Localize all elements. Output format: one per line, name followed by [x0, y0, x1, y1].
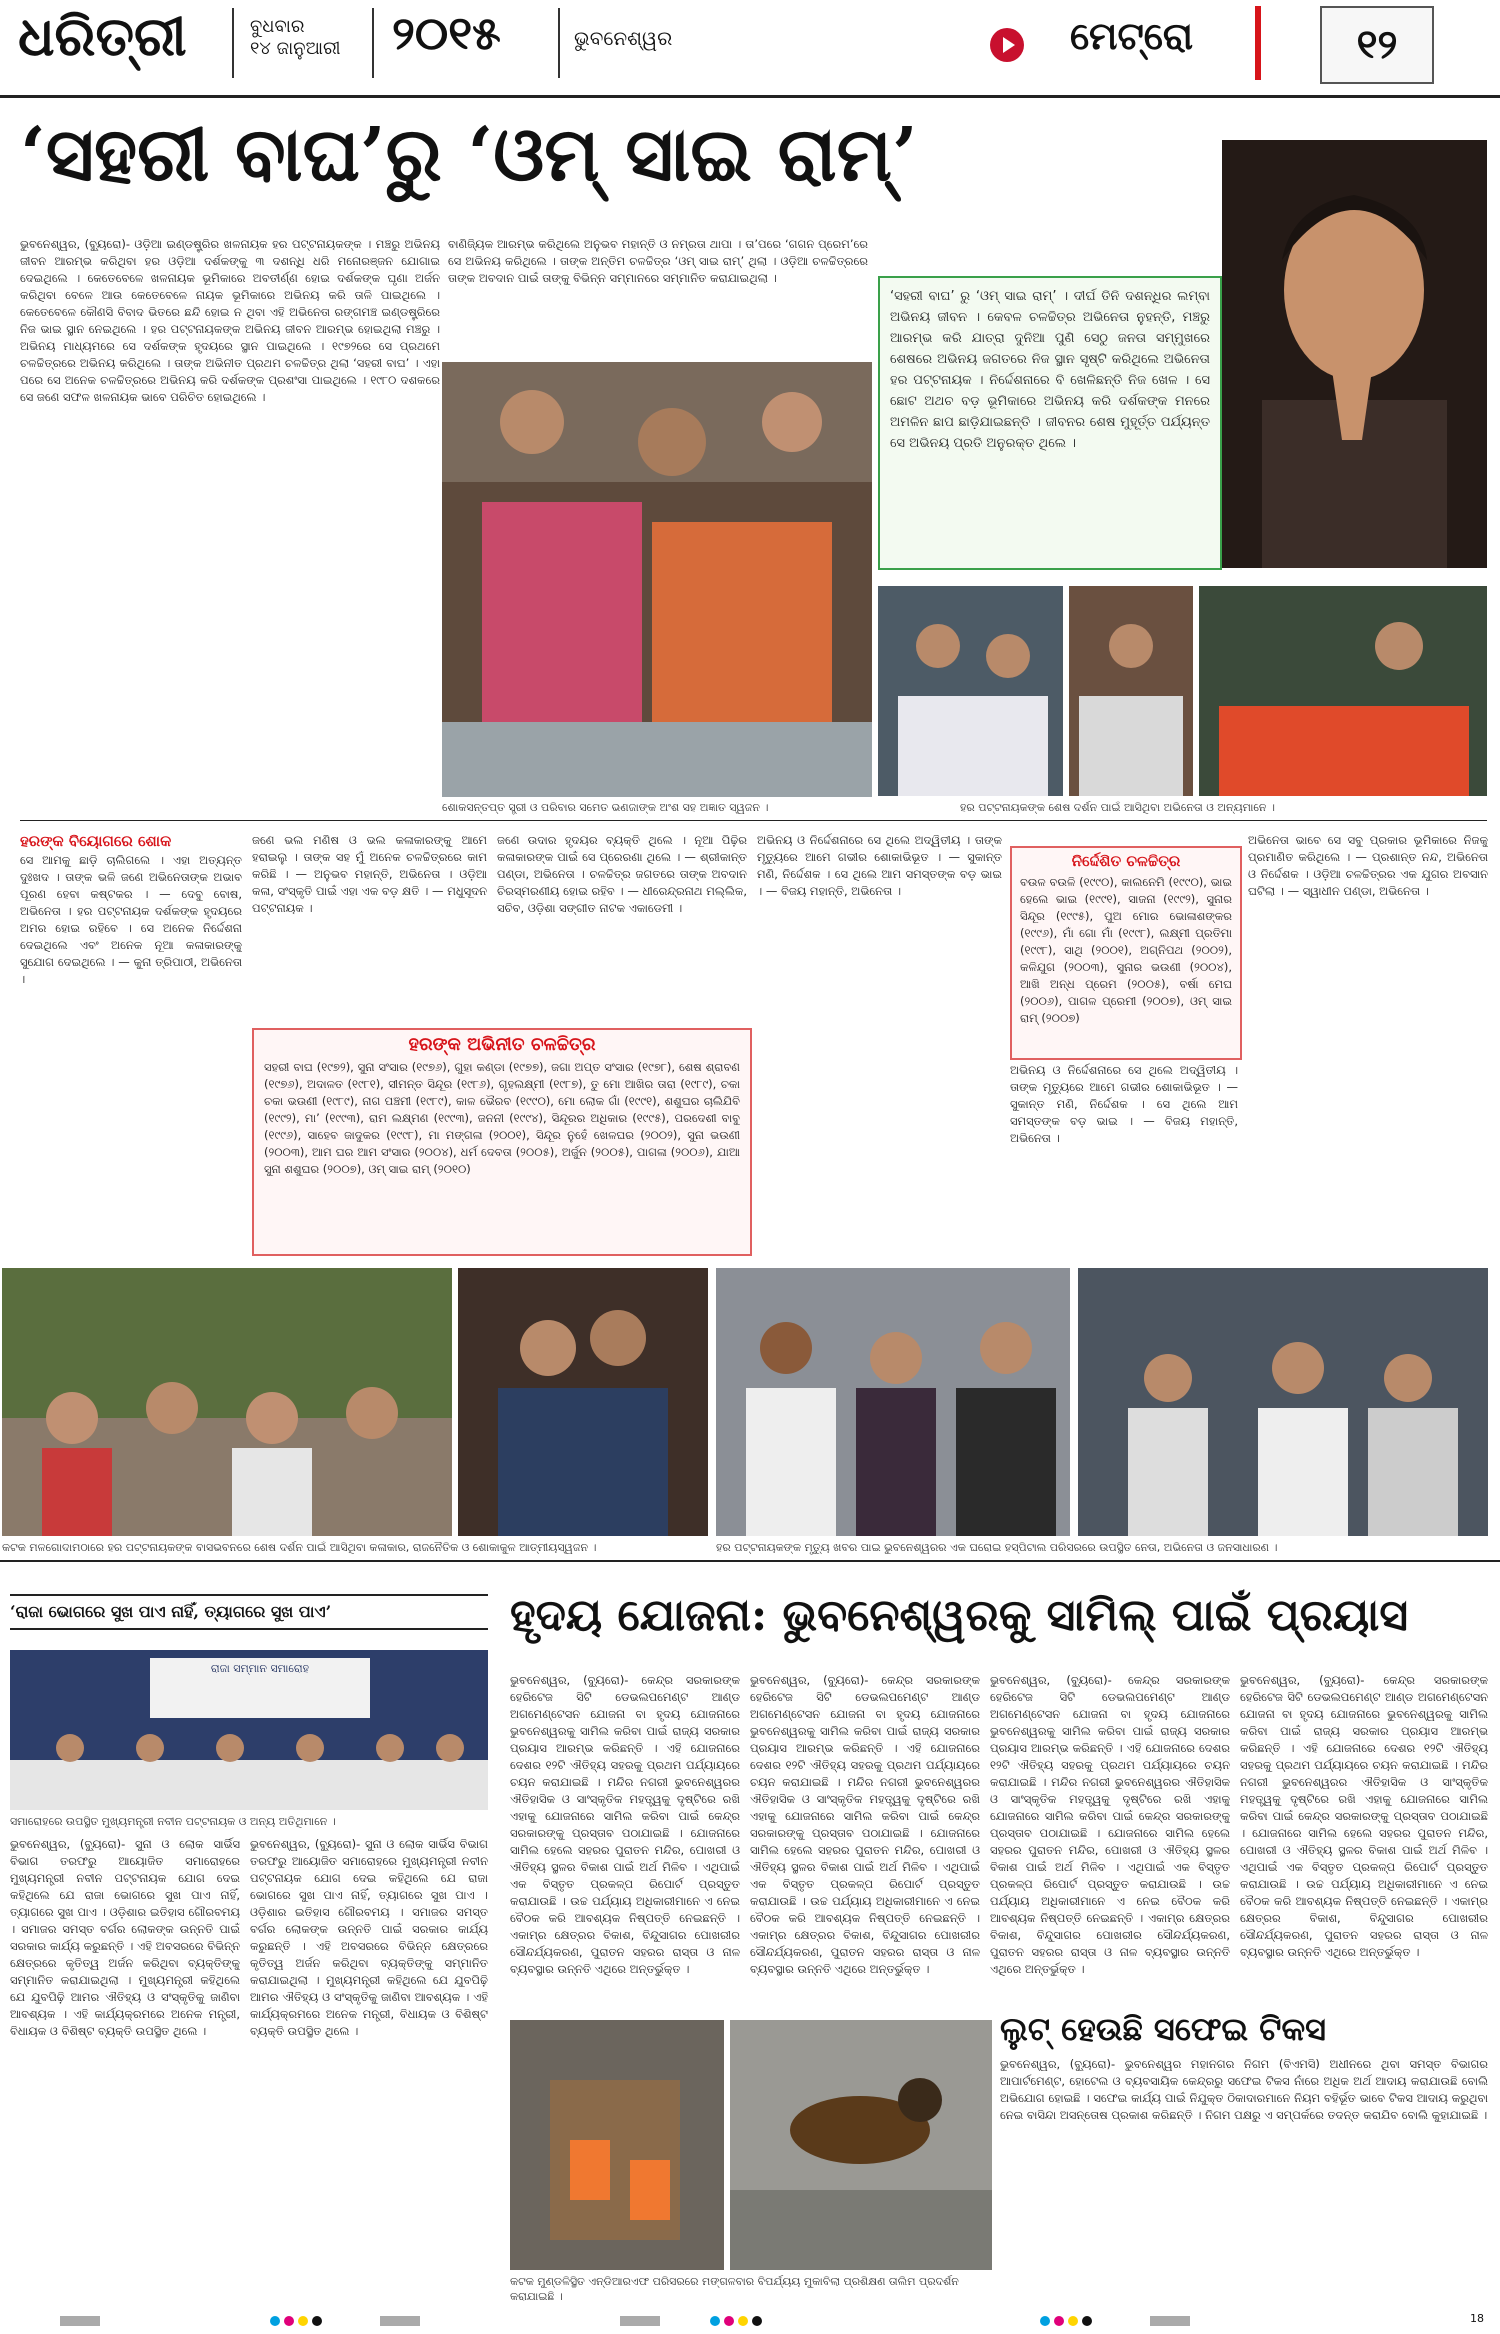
newspaper-logo: ଧରିତ୍ରୀ: [18, 4, 187, 68]
hriday-col-2: ଭୁବନେଶ୍ୱର, (ବ୍ୟୁରୋ)- କେନ୍ଦ୍ର ସରକାରଙ୍କ ହେରିଟେଜ ସିଟି ଡେଭଲପମେଣ୍ଟ ଆଣ୍ଡ ଅଗମେଣ୍ଟେସନ ଯୋଜନା ବା ହୃଦୟ ଯୋଜନାରେ ଭୁବନେଶ୍ୱରକୁ ସାମିଲ କରିବା ପାଇଁ ରାଜ୍ୟ ସରକାର ପ୍ରୟାସ ଆରମ୍ଭ କରିଛନ୍ତି । ଏହି ଯୋଜନାରେ ଦେଶର ୧୨ଟି ଐତିହ୍ୟ ସହରକୁ ପ୍ରଥମ ପର୍ଯ୍ୟାୟରେ ଚୟନ କରାଯାଇଛି । ମନ୍ଦିର ନଗରୀ ଭୁବନେଶ୍ୱରର ଐତିହାସିକ ଓ ସାଂସ୍କୃତିକ ମହତ୍ତ୍ୱକୁ ଦୃଷ୍ଟିରେ ରଖି ଏହାକୁ ଯୋଜନାରେ ସାମିଲ କରିବା ପାଇଁ କେନ୍ଦ୍ର ସରକାରଙ୍କୁ ପ୍ରସ୍ତାବ ପଠାଯାଇଛି । ଯୋଜନାରେ ସାମିଲ ହେଲେ ସହରର ପୁରାତନ ମନ୍ଦିର, ପୋଖରୀ ଓ ଐତିହ୍ୟ ସ୍ଥଳର ବିକାଶ ପାଇଁ ଅର୍ଥ ମିଳିବ । ଏଥିପାଇଁ ଏକ ବିସ୍ତୃତ ପ୍ରକଳ୍ପ ରିପୋର୍ଟ ପ୍ରସ୍ତୁତ କରାଯାଉଛି । ଉଚ୍ଚ ପର୍ଯ୍ୟାୟ ଅଧିକାରୀମାନେ ଏ ନେଇ ବୈଠକ କରି ଆବଶ୍ୟକ ନିଷ୍ପତ୍ତି ନେଇଛନ୍ତି । ଏକାମ୍ର କ୍ଷେତ୍ରର ବିକାଶ, ବିନ୍ଦୁସାଗର ପୋଖରୀର ସୌନ୍ଦର୍ଯ୍ୟକରଣ, ପୁରାତନ ସହରର ରାସ୍ତା ଓ ନାଳ ବ୍ୟବସ୍ଥାର ଉନ୍ନତି ଏଥିରେ ଅନ୍ତର୍ଭୁକ୍ତ ।: [750, 1673, 980, 1976]
magenta-dot: [284, 2316, 294, 2326]
condolence-col-e: ଅଭିନେତା ଭାବେ ସେ ସବୁ ପ୍ରକାର ଭୂମିକାରେ ନିଜକୁ ପ୍ରମାଣିତ କରିଥିଲେ । — ପ୍ରଶାନ୍ତ ନନ୍ଦ, ଅଭିନେତା ଓ ନିର୍ଦ୍ଦେଶକ । ଓଡ଼ିଆ ଚଳଚ୍ଚିତ୍ରର ଏକ ଯୁଗର ଅବସାନ ଘଟିଲା । — ସ୍ୱାଧୀନ ପଣ୍ଡା, ଅଭିନେତା ।: [1248, 833, 1488, 898]
footer-strip: [0, 2306, 1500, 2334]
portrait-photo: [1222, 140, 1487, 568]
cyan-dot: [1040, 2316, 1050, 2326]
rescue-photo-2: [730, 2020, 992, 2270]
rescue-caption: କଟକ ମୁଣ୍ଡଳିସ୍ଥିତ ଏନ୍‌ଡିଆରଏଫ ପରିସରରେ ମଙ୍ଗଳବାର ବିପର୍ଯ୍ୟୟ ମୁକାବିଲା ପ୍ରଶିକ୍ଷଣ ତାଲିମ ପ୍ରଦର୍ଶନ କରାଯାଇଛି ।: [510, 2275, 959, 2303]
city: ଭୁବନେଶ୍ୱର: [574, 26, 673, 50]
lead-headline: ‘ସହରୀ ବାଘ’ରୁ ‘ଓମ୍ ସାଇ ରାମ୍’: [20, 112, 918, 198]
play-icon: [990, 28, 1024, 62]
section-title: ମେଟ୍ରୋ: [1070, 14, 1194, 58]
masthead-divider: [232, 8, 234, 78]
lead-col-2: ବାଣିଜ୍ୟିକ ଆରମ୍ଭ କରିଥିଲେ ଅନୁଭବ ମହାନ୍ତି ଓ ନମ୍ରତା ଥାପା । ତା’ପରେ ‘ଗଗନ ପ୍ରେମ’ରେ ସେ ଅଭିନୟ କରିଥିଲେ । ତାଙ୍କ ଅନ୍ତିମ ଚଳଚ୍ଚିତ୍ର ‘ଓମ୍ ସାଇ ରାମ୍’ ଥିଲା । ଓଡ଼ିଆ ଚଳଚ୍ଚିତ୍ରରେ ତାଙ୍କ ଅବଦାନ ପାଇଁ ତାଙ୍କୁ ବିଭିନ୍ନ ସମ୍ମାନରେ ସମ୍ମାନିତ କରାଯାଇଥିଲା ।: [448, 237, 868, 285]
registration-chip: [380, 2316, 420, 2326]
side-photos-caption: ହର ପଟ୍ଟନାୟକଙ୍କ ଶେଷ ଦର୍ଶନ ପାଇଁ ଆସିଥିବା ଅଭିନେତା ଓ ଅନ୍ୟମାନେ ।: [960, 801, 1275, 814]
registration-chip: [60, 2316, 100, 2326]
directed-films-box: [1010, 846, 1242, 1060]
condolence-col-a: ସେ ଆମକୁ ଛାଡ଼ି ଚାଲିଗଲେ । ଏହା ଅତ୍ୟନ୍ତ ଦୁଃଖଦ । ତାଙ୍କ ଭଳି ଜଣେ ଅଭିନେତାଙ୍କ ଅଭାବ ପୂରଣ ହେବା କଷ୍ଟକର । — ଦେବୁ ବୋଷ, ଅଭିନେତା । ହର ପଟ୍ଟନାୟକ ଦର୍ଶକଙ୍କ ହୃଦୟରେ ଅମର ହୋଇ ରହିବେ । ସେ ଅନେକ ନିର୍ଦ୍ଦେଶନା ଦେଇଥିଲେ ଏବଂ ଅନେକ ନୂଆ କଳାକାରଙ୍କୁ ସୁଯୋଗ ଦେଇଥିଲେ । — କୁନା ତ୍ରିପାଠୀ, ଅଭିନେତା ।: [20, 853, 242, 986]
row-caption-right: ହର ପଟ୍ଟନାୟକଙ୍କ ମୃତ୍ୟୁ ଖବର ପାଇ ଭୁବନେଶ୍ୱରର ଏକ ଘରୋଇ ହସ୍ପିଟାଲ ପରିସରରେ ଉପସ୍ଥିତ ନେତା, ଅଭିନେତା ଓ ଜନସାଧାରଣ ।: [716, 1541, 1278, 1554]
main-news-photo: [442, 362, 872, 797]
hriday-col-1: ଭୁବନେଶ୍ୱର, (ବ୍ୟୁରୋ)- କେନ୍ଦ୍ର ସରକାରଙ୍କ ହେରିଟେଜ ସିଟି ଡେଭଲପମେଣ୍ଟ ଆଣ୍ଡ ଅଗମେଣ୍ଟେସନ ଯୋଜନା ବା ହୃଦୟ ଯୋଜନାରେ ଭୁବନେଶ୍ୱରକୁ ସାମିଲ କରିବା ପାଇଁ ରାଜ୍ୟ ସରକାର ପ୍ରୟାସ ଆରମ୍ଭ କରିଛନ୍ତି । ଏହି ଯୋଜନାରେ ଦେଶର ୧୨ଟି ଐତିହ୍ୟ ସହରକୁ ପ୍ରଥମ ପର୍ଯ୍ୟାୟରେ ଚୟନ କରାଯାଇଛି । ମନ୍ଦିର ନଗରୀ ଭୁବନେଶ୍ୱରର ଐତିହାସିକ ଓ ସାଂସ୍କୃତିକ ମହତ୍ତ୍ୱକୁ ଦୃଷ୍ଟିରେ ରଖି ଏହାକୁ ଯୋଜନାରେ ସାମିଲ କରିବା ପାଇଁ କେନ୍ଦ୍ର ସରକାରଙ୍କୁ ପ୍ରସ୍ତାବ ପଠାଯାଇଛି । ଯୋଜନାରେ ସାମିଲ ହେଲେ ସହରର ପୁରାତନ ମନ୍ଦିର, ପୋଖରୀ ଓ ଐତିହ୍ୟ ସ୍ଥଳର ବିକାଶ ପାଇଁ ଅର୍ଥ ମିଳିବ । ଏଥିପାଇଁ ଏକ ବିସ୍ତୃତ ପ୍ରକଳ୍ପ ରିପୋର୍ଟ ପ୍ରସ୍ତୁତ କରାଯାଉଛି । ଉଚ୍ଚ ପର୍ଯ୍ୟାୟ ଅଧିକାରୀମାନେ ଏ ନେଇ ବୈଠକ କରି ଆବଶ୍ୟକ ନିଷ୍ପତ୍ତି ନେଇଛନ୍ତି । ଏକାମ୍ର କ୍ଷେତ୍ରର ବିକାଶ, ବିନ୍ଦୁସାଗର ପୋଖରୀର ସୌନ୍ଦର୍ଯ୍ୟକରଣ, ପୁରାତନ ସହରର ରାସ୍ତା ଓ ନାଳ ବ୍ୟବସ୍ଥାର ଉନ୍ନତି ଏଥିରେ ଅନ୍ତର୍ଭୁକ୍ତ ।: [510, 1673, 740, 1976]
loot-body: ଭୁବନେଶ୍ୱର, (ବ୍ୟୁରୋ)- ଭୁବନେଶ୍ୱର ମହାନଗର ନିଗମ (ବିଏମସି) ଅଧୀନରେ ଥିବା ସମସ୍ତ ବିଭାଗର ଆପାର୍ଟମେଣ୍ଟ, ହୋଟେଲ ଓ ବ୍ୟବସାୟିକ କେନ୍ଦ୍ରରୁ ସଫେଇ ଟିକସ ନାଁରେ ଅଧିକ ଅର୍ଥ ଆଦାୟ କରାଯାଉଛି ବୋଲି ଅଭିଯୋଗ ହୋଇଛି । ସଫେଇ କାର୍ଯ୍ୟ ପାଇଁ ନିଯୁକ୍ତ ଠିକାଦାରମାନେ ନିୟମ ବହିର୍ଭୂତ ଭାବେ ଟିକସ ଆଦାୟ କରୁଥିବା ନେଇ ବାସିନ୍ଦା ଅସନ୍ତୋଷ ପ୍ରକାଶ କରିଛନ୍ତି । ନିଗମ ପକ୍ଷରୁ ଏ ସମ୍ପର୍କରେ ତଦନ୍ତ କରାଯିବ ବୋଲି କୁହାଯାଇଛି ।: [1000, 2057, 1488, 2122]
condolence-col-d2: ଅଭିନୟ ଓ ନିର୍ଦ୍ଦେଶନାରେ ସେ ଥିଲେ ଅଦ୍ୱିତୀୟ । ତାଙ୍କ ମୃତ୍ୟୁରେ ଆମେ ଗଭୀର ଶୋକାଭିଭୂତ । — ସୁକାନ୍ତ ମଣି, ନିର୍ଦ୍ଦେଶକ । ସେ ଥିଲେ ଆମ ସମସ୍ତଙ୍କ ବଡ଼ ଭାଇ । — ବିଜୟ ମହାନ୍ତି, ଅଭିନେତା ।: [1010, 1063, 1238, 1145]
side-photo-3: [1199, 586, 1487, 796]
year: ୨୦୧୫: [392, 6, 501, 60]
hriday-col-3: ଭୁବନେଶ୍ୱର, (ବ୍ୟୁରୋ)- କେନ୍ଦ୍ର ସରକାରଙ୍କ ହେରିଟେଜ ସିଟି ଡେଭଲପମେଣ୍ଟ ଆଣ୍ଡ ଅଗମେଣ୍ଟେସନ ଯୋଜନା ବା ହୃଦୟ ଯୋଜନାରେ ଭୁବନେଶ୍ୱରକୁ ସାମିଲ କରିବା ପାଇଁ ରାଜ୍ୟ ସରକାର ପ୍ରୟାସ ଆରମ୍ଭ କରିଛନ୍ତି । ଏହି ଯୋଜନାରେ ଦେଶର ୧୨ଟି ଐତିହ୍ୟ ସହରକୁ ପ୍ରଥମ ପର୍ଯ୍ୟାୟରେ ଚୟନ କରାଯାଇଛି । ମନ୍ଦିର ନଗରୀ ଭୁବନେଶ୍ୱରର ଐତିହାସିକ ଓ ସାଂସ୍କୃତିକ ମହତ୍ତ୍ୱକୁ ଦୃଷ୍ଟିରେ ରଖି ଏହାକୁ ଯୋଜନାରେ ସାମିଲ କରିବା ପାଇଁ କେନ୍ଦ୍ର ସରକାରଙ୍କୁ ପ୍ରସ୍ତାବ ପଠାଯାଇଛି । ଯୋଜନାରେ ସାମିଲ ହେଲେ ସହରର ପୁରାତନ ମନ୍ଦିର, ପୋଖରୀ ଓ ଐତିହ୍ୟ ସ୍ଥଳର ବିକାଶ ପାଇଁ ଅର୍ଥ ମିଳିବ । ଏଥିପାଇଁ ଏକ ବିସ୍ତୃତ ପ୍ରକଳ୍ପ ରିପୋର୍ଟ ପ୍ରସ୍ତୁତ କରାଯାଉଛି । ଉଚ୍ଚ ପର୍ଯ୍ୟାୟ ଅଧିକାରୀମାନେ ଏ ନେଇ ବୈଠକ କରି ଆବଶ୍ୟକ ନିଷ୍ପତ୍ତି ନେଇଛନ୍ତି । ଏକାମ୍ର କ୍ଷେତ୍ରର ବିକାଶ, ବିନ୍ଦୁସାଗର ପୋଖରୀର ସୌନ୍ଦର୍ଯ୍ୟକରଣ, ପୁରାତନ ସହରର ରାସ୍ତା ଓ ନାଳ ବ୍ୟବସ୍ଥାର ଉନ୍ନତି ଏଥିରେ ଅନ୍ତର୍ଭୁକ୍ତ ।: [990, 1673, 1230, 1976]
black-dot: [1082, 2316, 1092, 2326]
condolence-col-d: ଅଭିନୟ ଓ ନିର୍ଦ୍ଦେଶନାରେ ସେ ଥିଲେ ଅଦ୍ୱିତୀୟ । ତାଙ୍କ ମୃତ୍ୟୁରେ ଆମେ ଗଭୀର ଶୋକାଭିଭୂତ । — ସୁକାନ୍ତ ମଣି, ନିର୍ଦ୍ଦେଶକ । ସେ ଥିଲେ ଆମ ସମସ୍ତଙ୍କ ବଡ଼ ଭାଇ । — ବିଜୟ ମହାନ୍ତି, ଅଭିନେତା ।: [757, 833, 1002, 898]
directed-films-title: ନିର୍ଦ୍ଦେଶିତ ଚଳଚ୍ଚିତ୍ର: [1071, 852, 1181, 870]
masthead-divider: [558, 8, 560, 78]
main-photo-caption: ଶୋକସନ୍ତପ୍ତ ସ୍ତ୍ରୀ ଓ ପରିବାର ସମେତ ଭଣଜାଙ୍କ ଅଂଶ ସହ ଅଜ୍ଞାତ ସ୍ୱଜନ ।: [442, 801, 769, 814]
hriday-col-4: ଭୁବନେଶ୍ୱର, (ବ୍ୟୁରୋ)- କେନ୍ଦ୍ର ସରକାରଙ୍କ ହେରିଟେଜ ସିଟି ଡେଭଲପମେଣ୍ଟ ଆଣ୍ଡ ଅଗମେଣ୍ଟେସନ ଯୋଜନା ବା ହୃଦୟ ଯୋଜନାରେ ଭୁବନେଶ୍ୱରକୁ ସାମିଲ କରିବା ପାଇଁ ରାଜ୍ୟ ସରକାର ପ୍ରୟାସ ଆରମ୍ଭ କରିଛନ୍ତି । ଏହି ଯୋଜନାରେ ଦେଶର ୧୨ଟି ଐତିହ୍ୟ ସହରକୁ ପ୍ରଥମ ପର୍ଯ୍ୟାୟରେ ଚୟନ କରାଯାଇଛି । ମନ୍ଦିର ନଗରୀ ଭୁବନେଶ୍ୱରର ଐତିହାସିକ ଓ ସାଂସ୍କୃତିକ ମହତ୍ତ୍ୱକୁ ଦୃଷ୍ଟିରେ ରଖି ଏହାକୁ ଯୋଜନାରେ ସାମିଲ କରିବା ପାଇଁ କେନ୍ଦ୍ର ସରକାରଙ୍କୁ ପ୍ରସ୍ତାବ ପଠାଯାଇଛି । ଯୋଜନାରେ ସାମିଲ ହେଲେ ସହରର ପୁରାତନ ମନ୍ଦିର, ପୋଖରୀ ଓ ଐତିହ୍ୟ ସ୍ଥଳର ବିକାଶ ପାଇଁ ଅର୍ଥ ମିଳିବ । ଏଥିପାଇଁ ଏକ ବିସ୍ତୃତ ପ୍ରକଳ୍ପ ରିପୋର୍ଟ ପ୍ରସ୍ତୁତ କରାଯାଉଛି । ଉଚ୍ଚ ପର୍ଯ୍ୟାୟ ଅଧିକାରୀମାନେ ଏ ନେଇ ବୈଠକ କରି ଆବଶ୍ୟକ ନିଷ୍ପତ୍ତି ନେଇଛନ୍ତି । ଏକାମ୍ର କ୍ଷେତ୍ରର ବିକାଶ, ବିନ୍ଦୁସାଗର ପୋଖରୀର ସୌନ୍ଦର୍ଯ୍ୟକରଣ, ପୁରାତନ ସହରର ରାସ୍ତା ଓ ନାଳ ବ୍ୟବସ୍ଥାର ଉନ୍ନତି ଏଥିରେ ଅନ୍ତର୍ଭୁକ୍ତ ।: [1240, 1673, 1488, 1959]
black-dot: [312, 2316, 322, 2326]
hriday-headline: ହୃଦୟ ଯୋଜନା: ଭୁବନେଶ୍ୱରକୁ ସାମିଲ୍ ପାଇଁ ପ୍ରୟାସ: [510, 1590, 1409, 1641]
embrace-illustration: [458, 1268, 708, 1536]
magenta-dot: [724, 2316, 734, 2326]
filmography-title: ହରଙ୍କ ଅଭିନୀତ ଚଳଚ୍ଚିତ୍ର: [408, 1034, 596, 1055]
footer-page-digits: 18: [1470, 2312, 1484, 2325]
ceremony-caption: ସମାରୋହରେ ଉପସ୍ଥିତ ମୁଖ୍ୟମନ୍ତ୍ରୀ ନବୀନ ପଟ୍ଟନାୟକ ଓ ଅନ୍ୟ ଅତିଥିମାନେ ।: [10, 1815, 336, 1828]
yellow-dot: [1068, 2316, 1078, 2326]
hospital-crowd-illustration: [1078, 1268, 1488, 1536]
cyan-dot: [270, 2316, 280, 2326]
side-photo-3-illustration: [1199, 586, 1487, 796]
left-story-col-2: ଭୁବନେଶ୍ୱର, (ବ୍ୟୁରୋ)- ସୁନା ଓ ଲୋକ ସାର୍ଭିସ ବିଭାଗ ତରଫରୁ ଆୟୋଜିତ ସମାରୋହରେ ମୁଖ୍ୟମନ୍ତ୍ରୀ ନବୀନ ପଟ୍ଟନାୟକ ଯୋଗ ଦେଇ କହିଥିଲେ ଯେ ରାଜା ଭୋଗରେ ସୁଖ ପାଏ ନାହିଁ, ତ୍ୟାଗରେ ସୁଖ ପାଏ । ଓଡ଼ିଶାର ଇତିହାସ ଗୌରବମୟ । ସମାଜର ସମସ୍ତ ବର୍ଗର ଲୋକଙ୍କ ଉନ୍ନତି ପାଇଁ ସରକାର କାର୍ଯ୍ୟ କରୁଛନ୍ତି । ଏହି ଅବସରରେ ବିଭିନ୍ନ କ୍ଷେତ୍ରରେ କୃତିତ୍ୱ ଅର୍ଜନ କରିଥିବା ବ୍ୟକ୍ତିଙ୍କୁ ସମ୍ମାନିତ କରାଯାଇଥିଲା । ମୁଖ୍ୟମନ୍ତ୍ରୀ କହିଥିଲେ ଯେ ଯୁବପିଢ଼ି ଆମର ଐତିହ୍ୟ ଓ ସଂସ୍କୃତିକୁ ଜାଣିବା ଆବଶ୍ୟକ । ଏହି କାର୍ଯ୍ୟକ୍ରମରେ ଅନେକ ମନ୍ତ୍ରୀ, ବିଧାୟକ ଓ ବିଶିଷ୍ଟ ବ୍ୟକ୍ତି ଉପସ୍ଥିତ ଥିଲେ ।: [250, 1837, 488, 2038]
filmography-box: [252, 1028, 752, 1256]
loot-headline: ଲୁଟ୍ ହେଉଛି ସଫେଇ ଟିକସ: [1000, 2010, 1326, 2048]
yellow-dot: [298, 2316, 308, 2326]
rescue-illustration: [510, 2020, 724, 2270]
registration-chip: [620, 2316, 660, 2326]
ceremony-banner-text: ରାଜା ସମ୍ମାନ ସମାରୋହ: [210, 1662, 310, 1675]
mourners-illustration: [442, 362, 872, 797]
sidebar-text: ‘ସହରୀ ବାଘ’ ରୁ ‘ଓମ୍ ସାଇ ରାମ୍’ । ଦୀର୍ଘ ତିନି ଦଶନ୍ଧିର ଲମ୍ବା ଅଭିନୟ ଜୀବନ । କେବଳ ଚଳଚ୍ଚିତ୍ର ଅଭିନେତା ନୁହନ୍ତି, ମଞ୍ଚରୁ ଆରମ୍ଭ କରି ଯାତ୍ରା ଦୁନିଆ ପୁଣି ସେଠୁ ଜନତା ସମ୍ମୁଖରେ ଶେଷରେ ଅଭିନୟ ଜଗତରେ ନିଜ ସ୍ଥାନ ସୃଷ୍ଟି କରିଥିଲେ ଅଭିନେତା ହର ପଟ୍ଟନାୟକ । ନିର୍ଦ୍ଦେଶନାରେ ବି ଖେଳିଛନ୍ତି ନିଜ ଖେଳ । ସେ ଛୋଟ ଅଥଚ ବଡ଼ ଭୂମିକାରେ ଅଭିନୟ କରି ଦର୍ଶକଙ୍କ ମନରେ ଅମଳିନ ଛାପ ଛାଡ଼ିଯାଇଛନ୍ତି । ଜୀବନର ଶେଷ ମୁହୂର୍ତ୍ତ ପର୍ଯ୍ୟନ୍ତ ସେ ଅଭିନୟ ପ୍ରତି ଅନୁରକ୍ତ ଥିଲେ ।: [890, 289, 1210, 451]
condolence-col-b: ଜଣେ ଭଲ ମଣିଷ ଓ ଭଲ କଳାକାରଙ୍କୁ ଆମେ ହରାଇଲୁ । ତାଙ୍କ ସହ ମୁଁ ଅନେକ ଚଳଚ୍ଚିତ୍ରରେ କାମ କରିଛି । — ଅନୁଭବ ମହାନ୍ତି, ଅଭିନେତା । ଓଡ଼ିଆ କଳା, ସଂସ୍କୃତି ପାଇଁ ଏହା ଏକ ବଡ଼ କ୍ଷତି । — ମଧୁସୂଦନ ପଟ୍ଟନାୟକ ।: [252, 833, 487, 915]
left-story-col-1: ଭୁବନେଶ୍ୱର, (ବ୍ୟୁରୋ)- ସୁନା ଓ ଲୋକ ସାର୍ଭିସ ବିଭାଗ ତରଫରୁ ଆୟୋଜିତ ସମାରୋହରେ ମୁଖ୍ୟମନ୍ତ୍ରୀ ନବୀନ ପଟ୍ଟନାୟକ ଯୋଗ ଦେଇ କହିଥିଲେ ଯେ ରାଜା ଭୋଗରେ ସୁଖ ପାଏ ନାହିଁ, ତ୍ୟାଗରେ ସୁଖ ପାଏ । ଓଡ଼ିଶାର ଇତିହାସ ଗୌରବମୟ । ସମାଜର ସମସ୍ତ ବର୍ଗର ଲୋକଙ୍କ ଉନ୍ନତି ପାଇଁ ସରକାର କାର୍ଯ୍ୟ କରୁଛନ୍ତି । ଏହି ଅବସରରେ ବିଭିନ୍ନ କ୍ଷେତ୍ରରେ କୃତିତ୍ୱ ଅର୍ଜନ କରିଥିବା ବ୍ୟକ୍ତିଙ୍କୁ ସମ୍ମାନିତ କରାଯାଇଥିଲା । ମୁଖ୍ୟମନ୍ତ୍ରୀ କହିଥିଲେ ଯେ ଯୁବପିଢ଼ି ଆମର ଐତିହ୍ୟ ଓ ସଂସ୍କୃତିକୁ ଜାଣିବା ଆବଶ୍ୟକ । ଏହି କାର୍ଯ୍ୟକ୍ରମରେ ଅନେକ ମନ୍ତ୍ରୀ, ବିଧାୟକ ଓ ବିଶିଷ୍ଟ ବ୍ୟକ୍ତି ଉପସ୍ଥିତ ଥିଲେ ।: [10, 1837, 240, 2038]
date: ୧୪ ଜାନୁଆରୀ: [250, 38, 341, 59]
filmography-list: ସହରୀ ବାଘ (୧୯୭୨), ସୁନା ସଂସାର (୧୯୭୬), ଗୁହା କଣ୍ଡା (୧୯୭୭), ଜଗା ଅପ୍ତ ସଂସାର (୧୯୭୮), ଶେଷ ଶ୍ରାବଣ (୧୯୭୬), ଅଦାଳତ (୧୯୮୧), ସୀମନ୍ତ ସିନ୍ଦୂର (୧୯୮୬), ଗୃହଲକ୍ଷ୍ମୀ (୧୯୮୭), ତୁ ମୋ ଆଖିର ତାରା (୧୯୮୯), ଚକା ଚକା ଭଉଣୀ (୧୯୮୯), ନାଗ ପଞ୍ଚମୀ (୧୯୮୯), କାଳ ଭୈରବ (୧୯୯୦), ମୋ ଲୋକ ଗାଁ (୧୯୯୧), ଶଶୁଘର ଚାଲିଯିବି (୧୯୯୨), ମା’ (୧୯୯୩), ରାମ ଲକ୍ଷ୍ମଣ (୧୯୯୩), ଜନନୀ (୧୯୯୪), ସିନ୍ଦୂରର ଅଧିକାର (୧୯୯୫), ପରଦେଶୀ ବାବୁ (୧୯୯୬), ସାହେବ ଜାଦୁକର (୧୯୯୮), ମା ମଙ୍ଗଳା (୨୦୦୧), ସିନ୍ଦୂର ନୁହେଁ ଖେଳଘର (୨୦୦୨), ସୁନା ଭଉଣୀ (୨୦୦୩), ଆମ ଘର ଆମ ସଂସାର (୨୦୦୪), ଧର୍ମ ଦେବତା (୨୦୦୫), ଅର୍ଜୁନ (୨୦୦୫), ପାଗଳା (୨୦୦୬), ଯାଆ ସୁନା ଶଶୁଘର (୨୦୦୭), ଓମ୍ ସାଇ ରାମ୍ (୨୦୧୦): [264, 1060, 740, 1176]
sidebar-box: [878, 276, 1222, 570]
directed-films-list: ବଉଳ ବଉଳି (୧୯୯୦), କାଲନେମି (୧୯୯୦), ଭାଇ ହେଲେ ଭାଇ (୧୯୯୧), ସାଜନା (୧୯୯୨), ସୁନାର ସିନ୍ଦୂର (୧୯୯୫), ପୁଅ ମୋର ଭୋଳାଶଙ୍କର (୧୯୯୬), ମାଁ ଗୋ ମାଁ (୧୯୯୮), ଲକ୍ଷ୍ମୀ ପ୍ରତିମା (୧୯୯୮), ସାଥି (୨୦୦୧), ଅଗ୍ନିପଥ (୨୦୦୨), କଳିଯୁଗ (୨୦୦୩), ସୁନାର ଭଉଣୀ (୨୦୦୪), ଆଖି ଅନ୍ଧ ପ୍ରେମ (୨୦୦୫), ବର୍ଷା ମେଘ (୨୦୦୬), ପାଗଳ ପ୍ରେମୀ (୨୦୦୭), ଓମ୍ ସାଇ ରାମ୍ (୨୦୦୭): [1020, 875, 1232, 1025]
left-story-headline: ‘ରାଜା ଭୋଗରେ ସୁଖ ପାଏ ନାହିଁ, ତ୍ୟାଗରେ ସୁଖ ପାଏ’: [10, 1594, 488, 1630]
row-photo-1: [2, 1268, 452, 1536]
leaders-illustration: [716, 1268, 1070, 1536]
masthead-divider: [372, 8, 374, 78]
row-photo-4: [1078, 1268, 1488, 1536]
divider: [20, 820, 1487, 821]
masthead-date: [250, 16, 341, 60]
weekday: ବୁଧବାର: [250, 16, 305, 37]
row-photo-3: [716, 1268, 1070, 1536]
masthead: [0, 0, 1500, 98]
section-rule: [0, 1560, 1500, 1562]
condolence-title: ହରଙ୍କ ବିୟୋଗରେ ଶୋକ: [20, 832, 172, 850]
row-caption-left: କଟକ ମଳଗୋଦାମଠାରେ ହର ପଟ୍ଟନାୟକଙ୍କ ବାସଭବନରେ ଶେଷ ଦର୍ଶନ ପାଇଁ ଆସିଥିବା କଳାକାର, ରାଜନୈତିକ ଓ ଶୋକାକୁଳ ଆତ୍ମୀୟସ୍ୱଜନ ।: [2, 1541, 597, 1554]
cyan-dot: [710, 2316, 720, 2326]
yellow-dot: [738, 2316, 748, 2326]
registration-chip: [1150, 2316, 1190, 2326]
magenta-dot: [1054, 2316, 1064, 2326]
condolence-col-c: ଜଣେ ଉଦାର ହୃଦୟର ବ୍ୟକ୍ତି ଥିଲେ । ନୂଆ ପିଢ଼ିର କଳାକାରଙ୍କ ପାଇଁ ସେ ପ୍ରେରଣା ଥିଲେ । — ଶ୍ରୀକାନ୍ତ ପଣ୍ଡା, ଅଭିନେତା । ଚଳଚ୍ଚିତ୍ର ଜଗତରେ ତାଙ୍କ ଅବଦାନ ଚିରସ୍ମରଣୀୟ ହୋଇ ରହିବ । — ଧୀରେନ୍ଦ୍ରନାଥ ମଲ୍ଲିକ, ସଚିବ, ଓଡ଼ିଶା ସଙ୍ଗୀତ ନାଟକ ଏକାଡେମୀ ।: [497, 833, 747, 915]
row-photo-2: [458, 1268, 708, 1536]
rescue-dog-illustration: [730, 2020, 992, 2270]
rescue-photo-1: [510, 2020, 724, 2270]
side-photo-2-illustration: [1069, 586, 1193, 796]
crowd-illustration: [2, 1268, 452, 1536]
black-dot: [752, 2316, 762, 2326]
red-divider: [1255, 6, 1261, 80]
side-photo-1-illustration: [878, 586, 1063, 796]
page-number: ୧୨: [1320, 6, 1434, 84]
side-photo-1: [878, 586, 1063, 796]
lead-col-1: ଭୁବନେଶ୍ୱର, (ବ୍ୟୁରୋ)- ଓଡ଼ିଆ ଇଣ୍ଡଷ୍ଟ୍ରିର ଖଳନାୟକ ହର ପଟ୍ଟନାୟକଙ୍କ । ମଞ୍ଚରୁ ଅଭିନୟ ଜୀବନ ଆରମ୍ଭ କରିଥିବା ହର ଓଡ଼ିଆ ଦର୍ଶକଙ୍କୁ ୩ ଦଶନ୍ଧି ଧରି ମନୋରଞ୍ଜନ ଯୋଗାଇ ଦେଇଥିଲେ । କେତେବେଳେ ଖଳନାୟକ ଭୂମିକାରେ ଅବତୀର୍ଣ୍ଣ ହୋଇ ଦର୍ଶକଙ୍କ ଘୃଣା ଅର୍ଜନ କରିଥିବା ବେଳେ ଆଉ କେତେବେଳେ ନାୟକ ଭୂମିକାରେ ଅଭିନୟ କରି ତାଳି ପାଇଥିଲେ । କେତେବେଳେ କୌଣସି ବିବାଦ ଭିତରେ ଛନ୍ଦି ହୋଇ ନ ଥିବା ଏହି ଅଭିନେତା ରଙ୍ଗମଞ୍ଚ ଇଣ୍ଡଷ୍ଟ୍ରିରେ ନିଜ ଭାଇ ସ୍ଥାନ ନେଇଥିଲେ । ହର ପଟ୍ଟନାୟକଙ୍କ ଅଭିନୟ ଜୀବନ ଆରମ୍ଭ ହୋଇଥିଲା ମଞ୍ଚରୁ । ଅଭିନୟ ମାଧ୍ୟମରେ ସେ ଦର୍ଶକଙ୍କ ହୃଦୟରେ ସ୍ଥାନ ପାଇଥିଲେ । ୧୯୭୨ରେ ସେ ପ୍ରଥମେ ଚଳଚ୍ଚିତ୍ରରେ ଅଭିନୟ କରିଥିଲେ । ତାଙ୍କ ଅଭିନୀତ ପ୍ରଥମ ଚଳଚ୍ଚିତ୍ର ଥିଲା ‘ସହରୀ ବାଘ’ । ଏହା ପରେ ସେ ଅନେକ ଚଳଚ୍ଚିତ୍ରରେ ଅଭିନୟ କରି ଦର୍ଶକଙ୍କ ପ୍ରଶଂସା ପାଇଥିଲେ । ୧୯୮୦ ଦଶକରେ ସେ ଜଣେ ସଫଳ ଖଳନାୟକ ଭାବେ ପରିଚିତ ହୋଇଥିଲେ ।: [20, 237, 440, 404]
side-photo-2: [1069, 586, 1193, 796]
portrait-illustration: [1222, 140, 1487, 568]
